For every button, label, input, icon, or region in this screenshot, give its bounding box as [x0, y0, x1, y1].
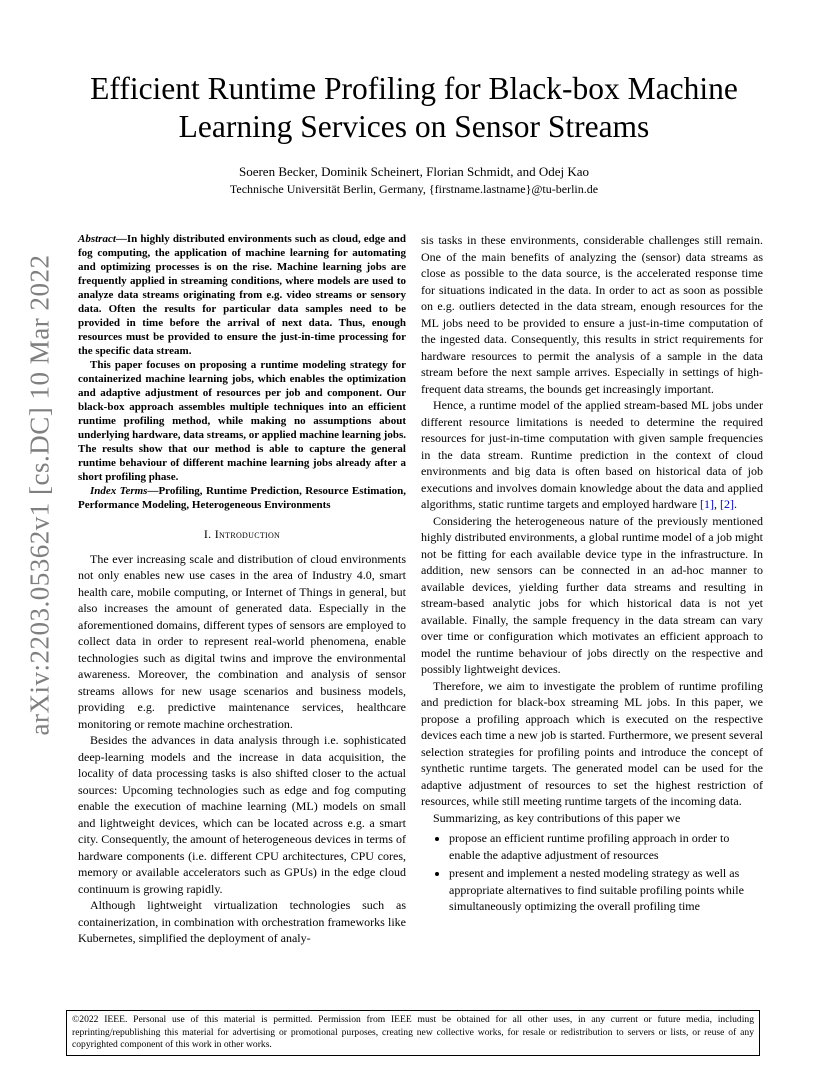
intro-paragraph-1: The ever increasing scale and distribution of cloud environments not only enables new use cases in the area of Industry 4.0, smart health care, mobile computing, or Internet of Things in general, but also increases the amount of generated data. Especially in the aforementioned domains, different types of sensors are employed to collect data in order to represent real-world phenomena, enable technologies such as digital twins and improve the environmental awareness. Moreover, the combination and analysis of sensor streams allows for new usage scenarios and business models, providing e.g. predictive maintenance services, healthcare monitoring or remote machine orchestration. [78, 551, 406, 731]
intro-paragraph-2: Besides the advances in data analysis through i.e. sophisticated deep-learning models and the increase in data acquisition, the locality of data processing tasks is also shifted closer to the actual sources: Upcoming technologies such as edge and fog computing enable the execution of machine learning (ML) models on small and lightweight devices, which can be located across e.g. a smart city. Consequently, the amount of heterogeneous devices in terms of hardware components (i.e. different CPU architectures, CPU cores, memory or available accelerators such as GPUs) in the edge cloud continuum is growing rapidly. [78, 733, 406, 896]
right-column [421, 232, 763, 917]
index-terms-text: Profiling, Runtime Prediction, Resource Estimation, Performance Modeling, Heterogeneous Environments [78, 485, 406, 511]
right-paragraph-1: sis tasks in these environments, considerable challenges still remain. One of the main benefits of analyzing the (sensor) data streams as close as possible to the data source, is the accelerated response time for situations indicated in the data. In order to act as soon as possible on e.g. outliers detected in the data stream, enough resources for the ML jobs need to be provided to ensure a just-in-time computation of the ingested data. Consequently, this results in strict requirements for hardware resources to permit the analysis of a sample in the data stream before the next sample arrives. Especially in settings of high-frequent data streams, the bounds get increasingly important. [421, 233, 763, 396]
right-paragraph-3: Considering the heterogeneous nature of the previously mentioned highly distributed environments, a global runtime model of a job might not be fitting for each available device type in the infrastructure. In addition, new sensors can be connected in an ad-hoc manner to available devices, yielding further data streams and resulting in stream-based analytic jobs for which historical data is not yet available. Finally, the sample frequency in the data stream can vary over time or configuration which motivates an efficient approach to model the runtime behaviour of jobs directly on the respective and possibly lightweight devices. [421, 513, 763, 676]
arxiv-identifier [20, 254, 60, 736]
index-terms-dash: — [147, 485, 159, 497]
contribution-item: • present and implement a nested modeling strategy as well as appropriate alternatives to find suitable profiling points while simultaneously optimizing the overall profiling time [449, 865, 763, 915]
left-column [78, 232, 406, 947]
right-paragraph-5: Summarizing, as key contributions of this paper we [433, 810, 681, 825]
index-terms-label: Index Terms [90, 485, 148, 497]
citation-link-1[interactable]: [1] [700, 497, 715, 511]
right-paragraph-2 [421, 397, 763, 513]
contribution-list [421, 830, 763, 915]
contribution-item: • propose an efficient runtime profiling approach in order to enable the adaptive adjustment of resources [449, 830, 763, 863]
right-paragraph-2-text: Hence, a runtime model of the applied stream-based ML jobs under different resource limitations is needed to determine the required resources for just-in-time computation with given sample frequencies in the data stream. Runtime prediction in the context of cloud environments and big data is often based on historical data of job executions and involves domain knowledge about the data and applied algorithms, static runtime targets and employed hardware [421, 398, 763, 511]
paper-title: Efficient Runtime Profiling for Black-box Machine Learning Services on Sensor Streams [90, 71, 738, 144]
citation-link-2[interactable]: [2] [720, 497, 735, 511]
section-title: Introduction [214, 527, 281, 541]
abstract-dash: — [115, 233, 127, 245]
author-list: Soeren Becker, Dominik Scheinert, Florian Schmidt, and Odej Kao [238, 164, 590, 179]
arxiv-identifier-text: arXiv:2203.05362v1 [cs.DC] 10 Mar 2022 [24, 254, 55, 736]
abstract-text-1: In highly distributed environments such as cloud, edge and fog computing, the application of machine learning for automating and optimizing processes is on the rise. Machine learning jobs are frequently applied in streaming conditions, where models are used to analyze data streams originating from e.g. video streams or sensory data. Often the results for particular data samples need to be provided in time before the arrival of next data. Thus, enough resources must be provided to ensure the just-in-time processing for the specific data stream. [78, 233, 406, 357]
right-paragraph-2-end: . [734, 497, 738, 511]
section-heading-introduction [78, 526, 406, 543]
abstract-paragraph-1 [78, 232, 406, 358]
citation-separator: , [714, 497, 721, 511]
affiliation: Technische Universität Berlin, Germany, {firstname.lastname}@tu-berlin.de [229, 182, 599, 196]
section-number: I. [203, 527, 212, 541]
index-terms [78, 484, 406, 512]
abstract [78, 232, 406, 484]
abstract-label: Abstract [78, 233, 116, 245]
abstract-paragraph-2: This paper focuses on proposing a runtime modeling strategy for containerized machine learning jobs, which enables the optimization and adaptive adjustment of resources per job and component. Our black-box approach assembles multiple techniques into an efficient runtime profiling method, while making no assumptions about underlying hardware, data streams, or applied machine learning jobs. The results show that our method is able to capture the general runtime behaviour of different machine learning jobs already after a short profiling phase. [78, 359, 406, 483]
intro-paragraph-3: Although lightweight virtualization technologies such as containerization, in combination with orchestration frameworks like Kubernetes, simplified the deployment of analy- [78, 898, 406, 945]
copyright-notice: ©2022 IEEE. Personal use of this material is permitted. Permission from IEEE must be obtained for all other uses, in any current or future media, including reprinting/republishing this material for advertising or promotional purposes, creating new collective works, for resale or redistribution to servers or lists, or reuse of any copyrighted component of this work in other works. [66, 1010, 760, 1056]
right-paragraph-4: Therefore, we aim to investigate the problem of runtime profiling and prediction for black-box streaming ML jobs. In this paper, we propose a profiling approach which is executed on the respective devices each time a new job is started. Furthermore, we present several selection strategies for profiling points and introduce the concept of synthetic runtime targets. The generated model can be used for the adaptive adjustment of resources to set the highest restriction of resources, while still meeting runtime targets of the incoming data. [421, 678, 763, 808]
